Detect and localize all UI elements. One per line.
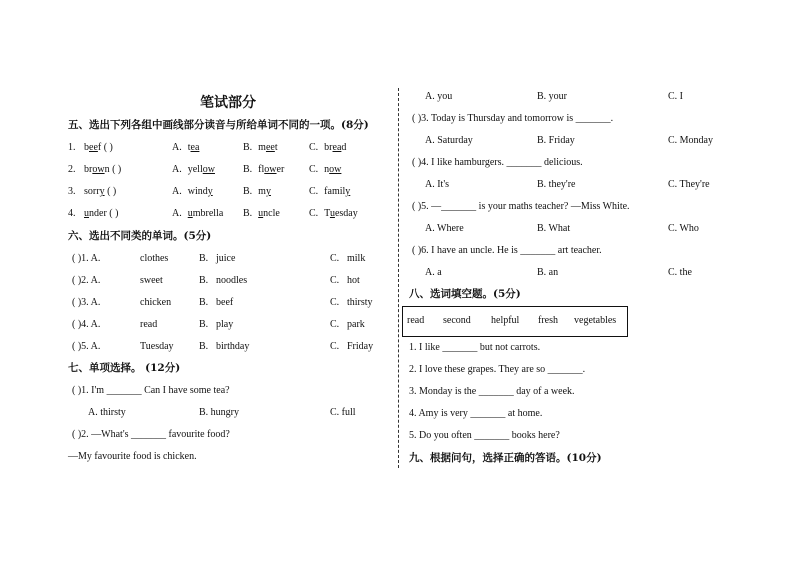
item-number: 1. [68, 142, 76, 153]
text: m [258, 186, 266, 197]
text: wind [187, 186, 208, 197]
option-c-label: C. [330, 253, 340, 264]
text: n ( ) [104, 164, 122, 175]
q4-option-b: B. they're [537, 179, 576, 190]
underlined-letters: u [329, 208, 335, 219]
section-8-heading: 八、选词填空题。(5分) [409, 288, 521, 300]
option-b: beef [216, 297, 234, 308]
question-2: ( )2. —What's _______ favourite food? [72, 429, 230, 440]
q6-option-a: A. a [425, 267, 442, 278]
word-bank-item: read [407, 315, 425, 326]
question-3: ( )3. Today is Thursday and tomorrow is _______. [412, 113, 614, 124]
text: C. [309, 186, 319, 197]
option-a: read [140, 319, 158, 330]
option-b-label: B. [199, 297, 209, 308]
given-word [84, 208, 118, 220]
q2-option-a: A. you [425, 91, 453, 102]
fill-item-2: 2. I love these grapes. They are so _______. [409, 364, 586, 375]
option-c: thirsty [347, 297, 373, 308]
item-number: 2. [68, 164, 76, 175]
text: er [276, 164, 285, 175]
option-c: hot [347, 275, 360, 286]
section-5-heading: 五、选出下列各组中画线部分读音与所给单词不同的一项。(8分) [68, 119, 369, 131]
word-bank-item: helpful [491, 315, 520, 326]
q4-option-c: C. They're [668, 179, 710, 190]
option-c [309, 208, 358, 220]
text: n [324, 164, 330, 175]
option-b [243, 142, 278, 154]
underlined-letters: ea [332, 142, 342, 153]
word-bank-item: second [443, 315, 471, 326]
text: C. [309, 208, 319, 219]
q4-option-a: A. It's [425, 179, 450, 190]
underlined-letters: y [265, 186, 271, 197]
text: f ( ) [97, 142, 113, 153]
text: t [187, 142, 191, 153]
question-4: ( )4. I like hamburgers. _______ delicious. [412, 157, 583, 168]
q2-option-b: B. your [537, 91, 567, 102]
option-c: milk [347, 253, 366, 264]
option-a: clothes [140, 253, 169, 264]
option-c-label: C. [330, 319, 340, 330]
text: ncle [263, 208, 280, 219]
underlined-letters: ow [264, 164, 277, 175]
option-c [309, 164, 341, 176]
text: B. [243, 186, 253, 197]
q5-option-c: C. Who [668, 223, 699, 234]
text: famil [324, 186, 346, 197]
question-6: ( )6. I have an uncle. He is _______ art teacher. [412, 245, 602, 256]
text: A. [172, 164, 182, 175]
section-9-heading: 九、根据问句，选择正确的答语。(10分) [409, 452, 602, 464]
word-bank-item: vegetables [574, 315, 617, 326]
word-bank-item: fresh [538, 315, 558, 326]
option-b-label: B. [199, 275, 209, 286]
fill-item-5: 5. Do you often _______ books here? [409, 430, 560, 441]
q6-option-c: C. the [668, 267, 692, 278]
item-number: 4. [68, 208, 76, 219]
text: br [324, 142, 333, 153]
option-a [172, 142, 199, 154]
option-b: juice [216, 253, 236, 264]
option-b-label: B. [199, 253, 209, 264]
text: esday [334, 208, 358, 219]
text: t [274, 142, 278, 153]
underlined-letters: ow [202, 164, 215, 175]
text: B. [243, 164, 253, 175]
option-c [309, 142, 346, 154]
underlined-letters: y [345, 186, 351, 197]
fill-item-3: 3. Monday is the _______ day of a week. [409, 386, 575, 397]
underlined-letters: ee [89, 142, 98, 153]
option-b-label: B. [199, 319, 209, 330]
text: B. [243, 142, 253, 153]
q5-option-a: A. Where [425, 223, 464, 234]
option-c: Friday [347, 341, 374, 352]
option-a: sweet [140, 275, 163, 286]
q5-option-b: B. What [537, 223, 571, 234]
underlined-letters: y [207, 186, 213, 197]
text: yell [187, 164, 203, 175]
text: sorr [84, 186, 100, 197]
fill-item-1: 1. I like _______ but not carrots. [409, 342, 541, 353]
option-b-label: B. [199, 341, 209, 352]
text: fl [258, 164, 265, 175]
option-b [243, 186, 271, 198]
item-number: ( )3. A. [72, 297, 101, 308]
underlined-letters: u [258, 208, 264, 219]
option-c-label: C. [330, 297, 340, 308]
option-c: park [347, 319, 365, 330]
section-6-heading: 六、选出不同类的单词。(5分) [68, 230, 212, 242]
text: A. [172, 208, 182, 219]
option-a: chicken [140, 297, 172, 308]
q1-option-c: C. full [330, 407, 356, 418]
text: A. [172, 142, 182, 153]
question-5: ( )5. —_______ is your maths teacher? —Miss White. [412, 201, 630, 212]
q1-option-b: B. hungry [199, 407, 239, 418]
item-number: ( )2. A. [72, 275, 101, 286]
option-a: Tuesday [140, 341, 174, 352]
item-number: ( )4. A. [72, 319, 101, 330]
q2-option-c: C. I [668, 91, 683, 102]
text: C. [309, 164, 319, 175]
fill-item-4: 4. Amy is very _______ at home. [409, 408, 543, 419]
text: m [258, 142, 266, 153]
option-c-label: C. [330, 275, 340, 286]
option-b [243, 208, 280, 220]
option-b [243, 164, 284, 176]
option-b: birthday [216, 341, 250, 352]
section-7-heading: 七、单项选择。 (12分) [68, 362, 181, 374]
option-a [172, 164, 215, 176]
text: C. [309, 142, 319, 153]
text: mbrella [192, 208, 224, 219]
page-title: 笔试部分 [200, 95, 256, 111]
given-word [84, 142, 113, 154]
item-number: ( )5. A. [72, 341, 101, 352]
underlined-letters: u [187, 208, 193, 219]
q3-option-c: C. Monday [668, 135, 713, 146]
given-word [84, 186, 116, 198]
option-c [309, 186, 350, 198]
item-number: 3. [68, 186, 76, 197]
column-divider [398, 88, 399, 468]
q1-option-a: A. thirsty [88, 407, 126, 418]
option-b: play [216, 319, 234, 330]
underlined-letters: ea [190, 142, 200, 153]
text: ( ) [104, 186, 117, 197]
text: b [84, 142, 89, 153]
q3-option-a: A. Saturday [425, 135, 473, 146]
item-number: ( )1. A. [72, 253, 101, 264]
underlined-letters: u [84, 208, 89, 219]
given-word [84, 164, 121, 176]
question-2-answer: —My favourite food is chicken. [68, 451, 197, 462]
text: d [341, 142, 347, 153]
underlined-letters: ow [329, 164, 342, 175]
underlined-letters: ow [92, 164, 105, 175]
option-a [172, 186, 213, 198]
question-1: ( )1. I'm _______ Can I have some tea? [72, 385, 230, 396]
option-c-label: C. [330, 341, 340, 352]
underlined-letters: y [99, 186, 105, 197]
text: br [84, 164, 93, 175]
option-b: noodles [216, 275, 248, 286]
underlined-letters: ee [265, 142, 275, 153]
q6-option-b: B. an [537, 267, 559, 278]
q3-option-b: B. Friday [537, 135, 575, 146]
text: A. [172, 186, 182, 197]
text: T [324, 208, 330, 219]
text: B. [243, 208, 253, 219]
text: nder ( ) [89, 208, 119, 219]
option-a [172, 208, 223, 220]
